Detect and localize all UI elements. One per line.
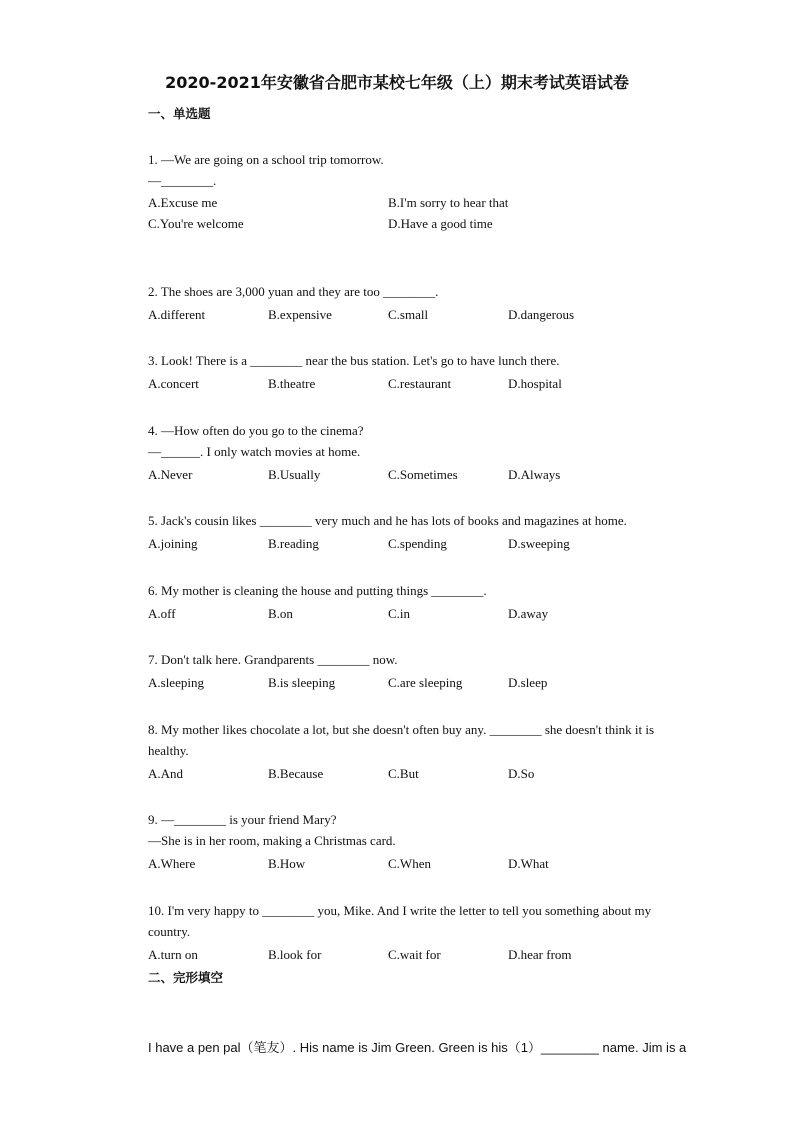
question-9 bbox=[148, 809, 678, 874]
option-b: B.I'm sorry to hear that bbox=[388, 195, 509, 210]
option-c: C.You're welcome bbox=[148, 216, 244, 231]
option-a: A.joining bbox=[148, 536, 198, 551]
page-title: 2020-2021年安徽省合肥市某校七年级（上）期末考试英语试卷 bbox=[165, 73, 629, 92]
option-c: C.in bbox=[388, 606, 411, 621]
option-a: A.concert bbox=[148, 376, 199, 391]
question-line: 5. Jack's cousin likes ________ very much and he has lots of books and magazines at home. bbox=[148, 513, 627, 528]
question-6 bbox=[148, 580, 678, 624]
option-a: A.And bbox=[148, 766, 184, 781]
options-row bbox=[148, 464, 678, 485]
option-d: D.What bbox=[508, 856, 549, 871]
question-line: 3. Look! There is a ________ near the bus station. Let's go to have lunch there. bbox=[148, 353, 560, 368]
options-row bbox=[148, 304, 678, 325]
option-d: D.sleep bbox=[508, 675, 548, 690]
option-b: B.Usually bbox=[268, 467, 321, 482]
option-c: C.restaurant bbox=[388, 376, 452, 391]
option-b: B.on bbox=[268, 606, 293, 621]
question-line: 10. I'm very happy to ________ you, Mike. And I write the letter to tell you something about my country. bbox=[148, 903, 652, 939]
options-row bbox=[148, 192, 678, 213]
option-b: B.How bbox=[268, 856, 306, 871]
options-row bbox=[148, 672, 678, 693]
option-d: D.hear from bbox=[508, 947, 572, 962]
question-line: 4. —How often do you go to the cinema? bbox=[148, 423, 364, 438]
option-c: C.But bbox=[388, 766, 419, 781]
question-8 bbox=[148, 719, 678, 784]
option-a: A.sleeping bbox=[148, 675, 204, 690]
options-row bbox=[148, 763, 678, 784]
option-a: A.turn on bbox=[148, 947, 198, 962]
option-d: D.So bbox=[508, 766, 535, 781]
question-5 bbox=[148, 510, 678, 554]
options-row bbox=[148, 853, 678, 874]
option-b: B.expensive bbox=[268, 307, 332, 322]
option-a: A.different bbox=[148, 307, 206, 322]
option-c: C.are sleeping bbox=[388, 675, 463, 690]
question-2 bbox=[148, 281, 678, 325]
option-d: D.away bbox=[508, 606, 549, 621]
options-row bbox=[148, 213, 678, 234]
option-d: D.sweeping bbox=[508, 536, 570, 551]
question-line: 6. My mother is cleaning the house and putting things ________. bbox=[148, 583, 487, 598]
question-line: —She is in her room, making a Christmas card. bbox=[148, 833, 396, 848]
option-b: B.is sleeping bbox=[268, 675, 336, 690]
option-b: B.theatre bbox=[268, 376, 316, 391]
options-row bbox=[148, 603, 678, 624]
option-d: D.dangerous bbox=[508, 307, 575, 322]
option-b: B.reading bbox=[268, 536, 319, 551]
option-c: C.wait for bbox=[388, 947, 441, 962]
question-line: 9. —________ is your friend Mary? bbox=[148, 812, 337, 827]
question-line: 1. —We are going on a school trip tomorrow. bbox=[148, 152, 384, 167]
options-row bbox=[148, 944, 678, 965]
option-a: A.Excuse me bbox=[148, 195, 218, 210]
question-line: 7. Don't talk here. Grandparents ________ now. bbox=[148, 652, 398, 667]
section-heading-cloze: 二、完形填空 bbox=[148, 970, 224, 985]
question-10 bbox=[148, 900, 678, 965]
option-c: C.When bbox=[388, 856, 431, 871]
option-d: D.hospital bbox=[508, 376, 562, 391]
option-a: A.Never bbox=[148, 467, 193, 482]
options-row bbox=[148, 533, 678, 554]
question-3 bbox=[148, 350, 678, 394]
option-c: C.spending bbox=[388, 536, 447, 551]
option-b: B.Because bbox=[268, 766, 324, 781]
option-a: A.off bbox=[148, 606, 176, 621]
question-1 bbox=[148, 149, 678, 234]
section-heading-single-choice: 一、单选题 bbox=[148, 106, 211, 121]
option-a: A.Where bbox=[148, 856, 196, 871]
question-7 bbox=[148, 649, 678, 693]
option-d: D.Have a good time bbox=[388, 216, 493, 231]
options-row bbox=[148, 373, 678, 394]
question-4 bbox=[148, 420, 678, 485]
question-line: 2. The shoes are 3,000 yuan and they are too ________. bbox=[148, 284, 439, 299]
cloze-passage: I have a pen pal（笔友）. His name is Jim Green. Green is his（1）________ name. Jim is a bbox=[148, 1040, 687, 1055]
option-b: B.look for bbox=[268, 947, 322, 962]
option-d: D.Always bbox=[508, 467, 561, 482]
question-line: —______. I only watch movies at home. bbox=[148, 444, 361, 459]
question-line: —________. bbox=[148, 173, 217, 188]
option-c: C.Sometimes bbox=[388, 467, 458, 482]
option-c: C.small bbox=[388, 307, 429, 322]
question-line: 8. My mother likes chocolate a lot, but she doesn't often buy any. ________ she doesn't think it is healthy. bbox=[148, 722, 655, 758]
